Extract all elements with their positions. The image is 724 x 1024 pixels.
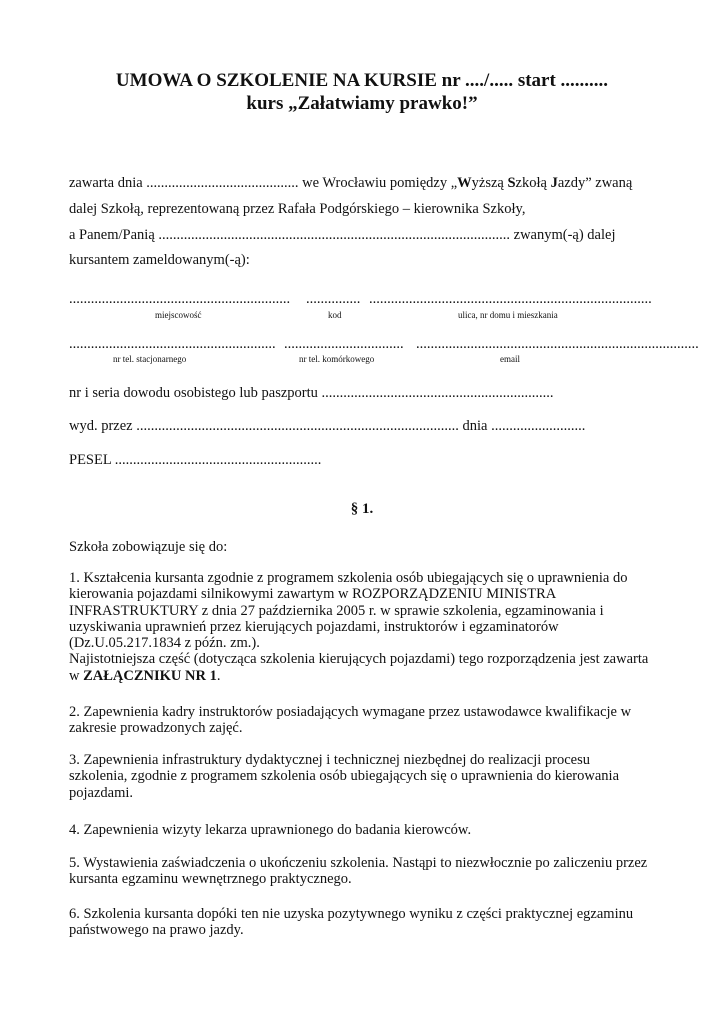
clause-1-line: (Dz.U.05.217.1834 z późn. zm.). <box>69 635 260 652</box>
city-field[interactable]: ............................................................. <box>69 291 291 307</box>
mobile-field[interactable]: ................................. <box>284 336 404 352</box>
clause-6 <box>69 906 669 939</box>
issued-by-line: wyd. przez ......................................................................................... dnia .......................... <box>69 418 586 434</box>
clause-3-line: 3. Zapewnienia infrastruktury dydaktycznej i technicznej niezbędnej do realizacji procesu <box>69 752 590 768</box>
clause-4-line: 4. Zapewnienia wizyty lekarza uprawnionego do badania kierowców. <box>69 822 472 838</box>
landline-caption: nr tel. stacjonarnego <box>113 354 187 364</box>
mobile-caption: nr tel. komórkowego <box>299 354 375 364</box>
pesel-line: PESEL ......................................................... <box>69 452 322 468</box>
section-heading: § 1. <box>350 501 374 517</box>
street-caption: ulica, nr domu i mieszkania <box>458 310 558 320</box>
document-title-line-2: kurs „Załatwiamy prawko!” <box>246 93 478 114</box>
document-title-line-1: UMOWA O SZKOLENIE NA KURSIE nr ..../..... start .......... <box>115 70 609 91</box>
section-lead: Szkoła zobowiązuje się do: <box>69 539 228 555</box>
postal-code-field[interactable]: ............... <box>306 291 361 307</box>
landline-field[interactable]: ......................................................... <box>69 336 276 352</box>
attachment-reference: ZAŁĄCZNIKU NR 1 <box>83 667 217 684</box>
id-document-line: nr i seria dowodu osobistego lub paszportu ................................................................ <box>69 385 554 401</box>
intro-line-3: a Panem/Panią ................................................................................................. zwanym(-ą) dalej <box>69 227 616 243</box>
clause-6-line: państwowego na prawo jazdy. <box>69 922 244 939</box>
clause-3-line: szkolenia, zgodnie z programem szkolenia osób ubiegających się o uprawnienia do kierowania <box>69 768 620 785</box>
intro-line-2: dalej Szkołą, reprezentowaną przez Rafała Podgórskiego – kierownika Szkoły, <box>69 201 526 217</box>
clause-1-line: uzyskiwania uprawnień przez kierujących pojazdami, instruktorów i egzaminatorów <box>69 618 559 635</box>
clause-1-line: 1. Kształcenia kursanta zgodnie z programem szkolenia osób ubiegających się o uprawnienia do <box>69 570 628 586</box>
postal-code-caption: kod <box>328 310 342 320</box>
clause-3-line: pojazdami. <box>69 784 134 801</box>
city-caption: miejscowość <box>155 310 202 320</box>
clause-5-line: kursanta egzaminu wewnętrznego praktycznego. <box>69 871 352 888</box>
intro-line-4: kursantem zameldowanym(-ą): <box>69 252 250 268</box>
clause-1-line: INFRASTRUKTURY z dnia 27 października 2005 r. w sprawie szkolenia, egzaminowania i <box>69 602 604 619</box>
clause-2-line: 2. Zapewnienia kadry instruktorów posiadających wymagane przez ustawodawce kwalifikacje w <box>69 704 632 720</box>
clause-2-line: zakresie prowadzonych zajęć. <box>69 720 243 737</box>
clause-1-line: Najistotniejsza część (dotycząca szkolenia kierujących pojazdami) tego rozporządzenia jest zawarta <box>69 651 649 668</box>
clause-4 <box>69 822 669 838</box>
clause-5 <box>69 855 669 888</box>
clause-2 <box>69 704 669 737</box>
street-field[interactable]: .............................................................................. <box>369 291 652 307</box>
clause-1 <box>69 570 669 684</box>
email-field[interactable]: .............................................................................. <box>416 336 699 352</box>
clause-5-line: 5. Wystawienia zaświadczenia o ukończeniu szkolenia. Nastąpi to niezwłocznie po zaliczeniu przez <box>69 855 648 871</box>
clause-6-line: 6. Szkolenia kursanta dopóki ten nie uzyska pozytywnego wyniku z części praktycznej egzaminu <box>69 906 634 922</box>
clause-1-line-last: w ZAŁĄCZNIKU NR 1. <box>69 667 221 684</box>
email-caption: email <box>500 354 520 364</box>
clause-1-line: kierowania pojazdami silnikowymi zawartym w ROZPORZĄDZENIU MINISTRA <box>69 586 557 603</box>
intro-line-1: zawarta dnia .......................................... we Wrocławiu pomiędzy „Wyższą Szkołą Jazdy” zwaną <box>69 175 633 191</box>
clause-3 <box>69 752 669 801</box>
